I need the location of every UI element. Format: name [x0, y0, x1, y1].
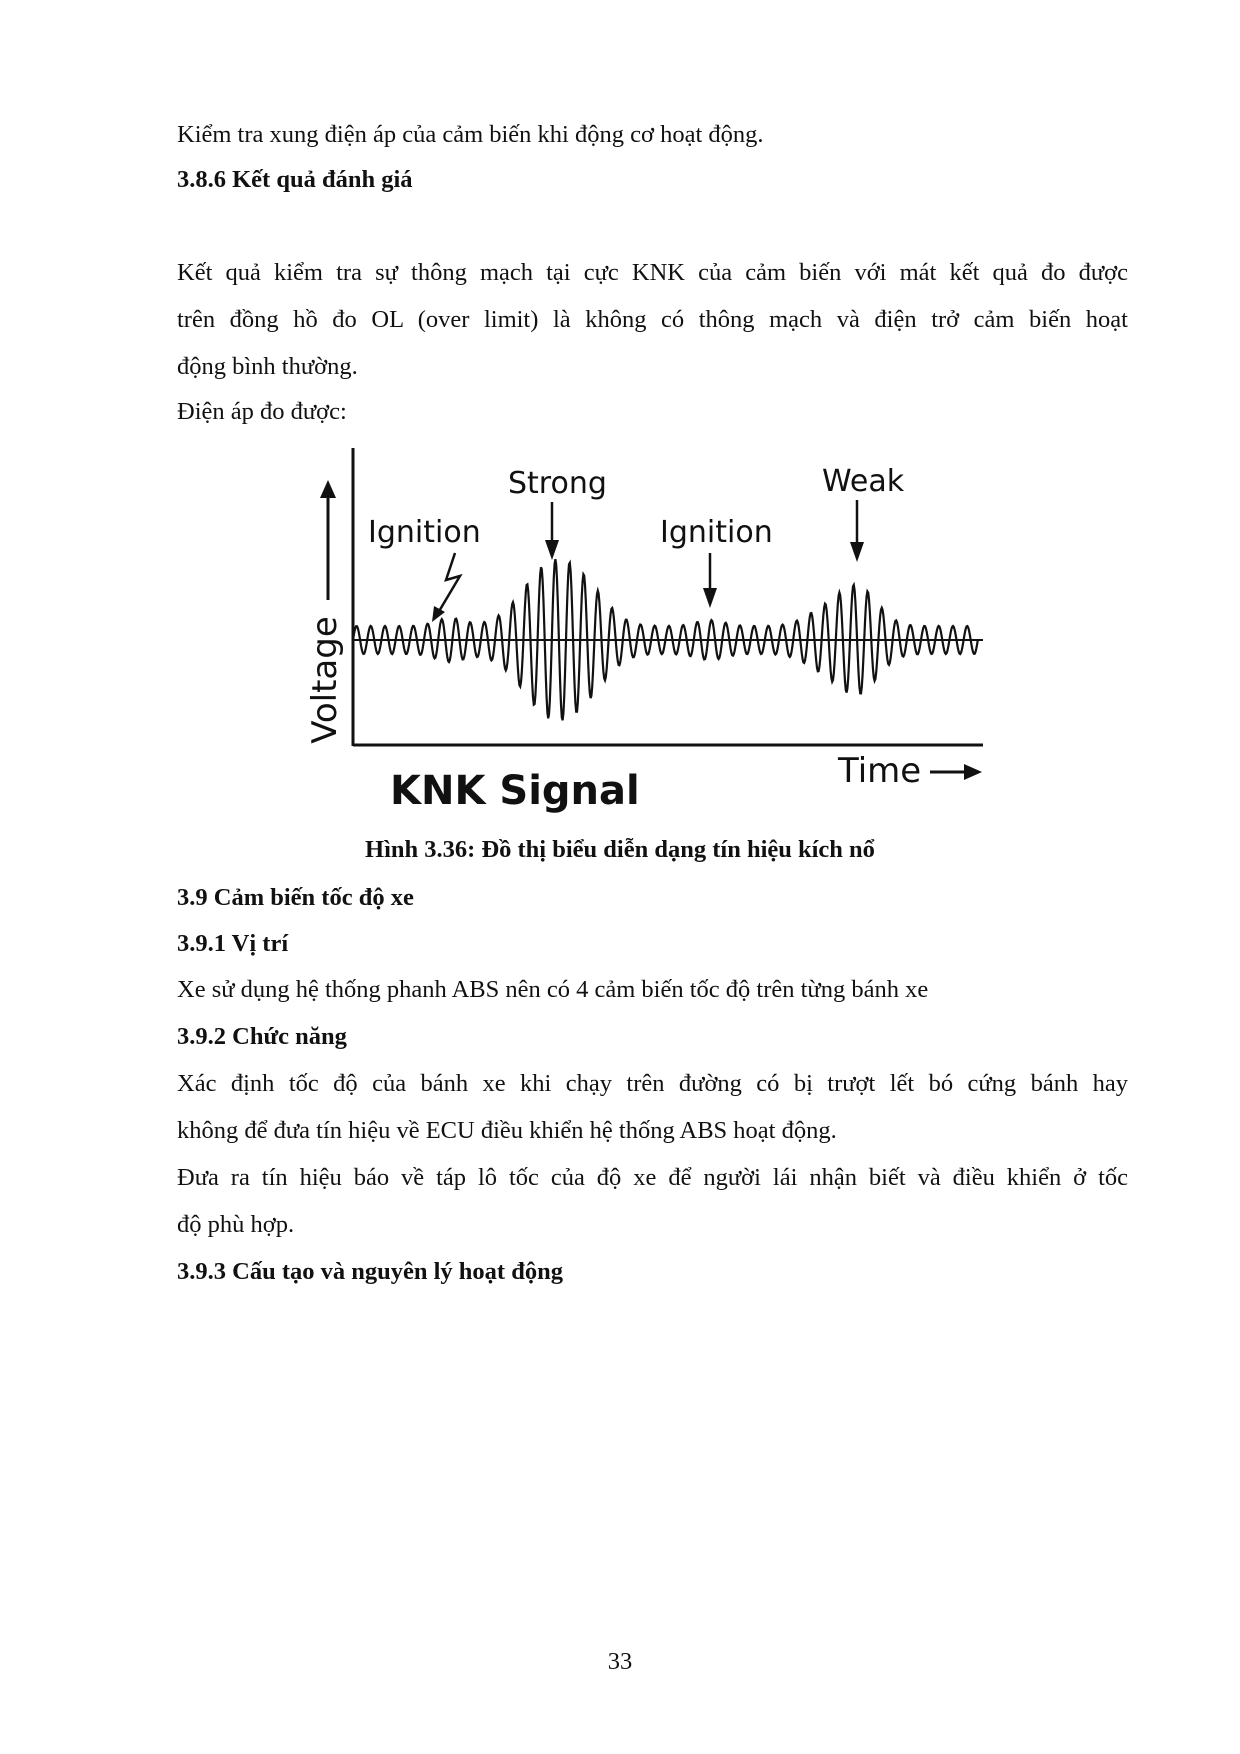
lightning-bolt-icon — [438, 553, 460, 613]
paragraph-result-line-1: Kết quả kiểm tra sự thông mạch tại cực KNK của cảm biến với mát kết quả đo được — [177, 259, 1128, 286]
paragraph-3-9-2-line-4: độ phù hợp. — [177, 1211, 295, 1238]
annotation-weak: Weak — [822, 464, 905, 499]
figure-caption: Hình 3.36: Đồ thị biểu diễn dạng tín hiệu kích nổ — [365, 836, 875, 863]
heading-3-9: 3.9 Cảm biến tốc độ xe — [177, 884, 414, 911]
annotation-ignition-left: Ignition — [368, 515, 481, 550]
paragraph-measured-voltage: Điện áp đo được: — [177, 398, 347, 425]
paragraph-check-voltage: Kiểm tra xung điện áp của cảm biến khi động cơ hoạt động. — [177, 121, 764, 148]
strong-arrow-head — [545, 540, 559, 560]
figure-title: KNK Signal — [390, 768, 640, 814]
y-axis-label: Voltage — [305, 616, 345, 744]
paragraph-result-line-2: trên đồng hồ đo OL (over limit) là không có thông mạch và điện trở cảm biến hoạt — [177, 306, 1128, 333]
annotation-strong: Strong — [508, 466, 607, 501]
heading-3-9-3: 3.9.3 Cấu tạo và nguyên lý hoạt động — [177, 1258, 563, 1285]
heading-3-8-6: 3.8.6 Kết quả đánh giá — [177, 166, 413, 193]
x-axis-arrow-head — [964, 764, 982, 780]
heading-3-9-2: 3.9.2 Chức năng — [177, 1023, 347, 1050]
weak-arrow-head — [850, 542, 864, 562]
x-axis-label: Time — [838, 751, 922, 791]
paragraph-result-line-3: động bình thường. — [177, 353, 358, 380]
paragraph-3-9-2-line-1: Xác định tốc độ của bánh xe khi chạy trên đường có bị trượt lết bó cứng bánh hay — [177, 1070, 1128, 1097]
y-axis-arrow-head — [320, 480, 336, 498]
heading-3-9-1: 3.9.1 Vị trí — [177, 930, 289, 957]
page-number: 33 — [607, 1648, 633, 1675]
knk-signal-figure — [300, 440, 1000, 820]
paragraph-3-9-2-line-2: không để đưa tín hiệu về ECU điều khiển hệ thống ABS hoạt động. — [177, 1117, 837, 1144]
paragraph-3-9-2-line-3: Đưa ra tín hiệu báo về táp lô tốc của độ xe để người lái nhận biết và điều khiển ở tốc — [177, 1164, 1128, 1191]
paragraph-3-9-1: Xe sử dụng hệ thống phanh ABS nên có 4 cảm biến tốc độ trên từng bánh xe — [177, 976, 929, 1003]
ignition-right-arrow-head — [703, 588, 717, 608]
annotation-ignition-right: Ignition — [660, 515, 773, 550]
